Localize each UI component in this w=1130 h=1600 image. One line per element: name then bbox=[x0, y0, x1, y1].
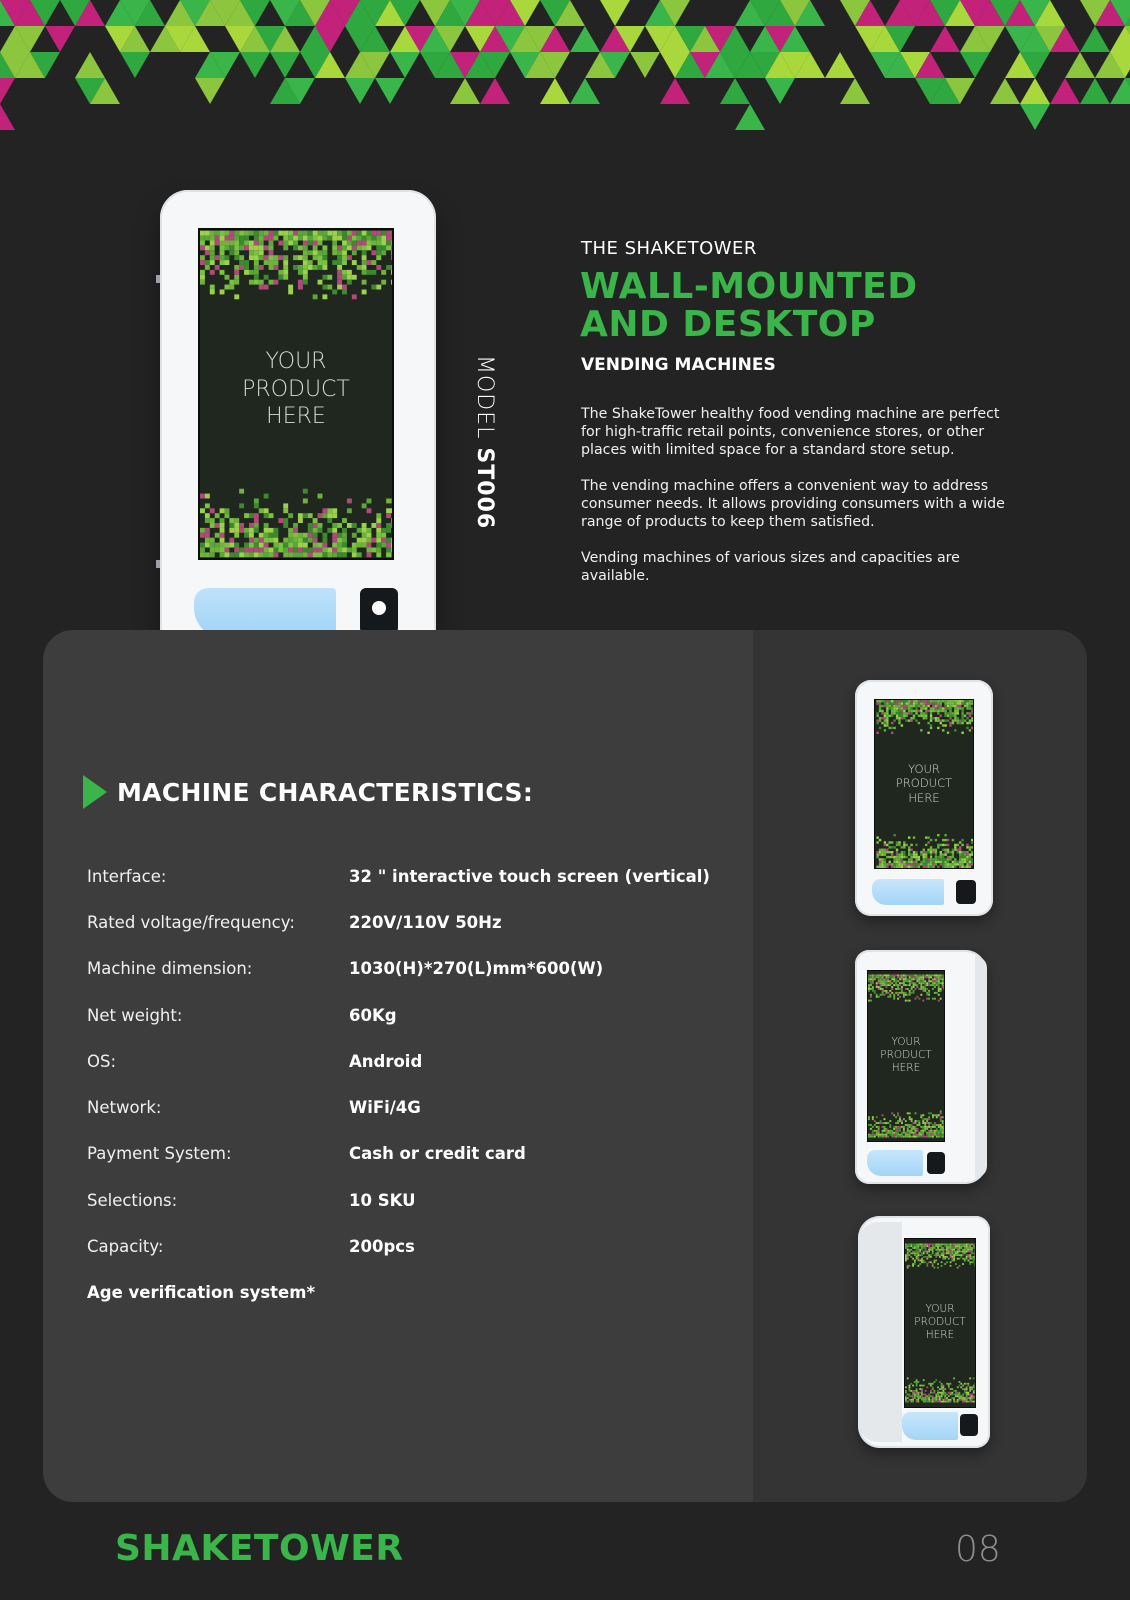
spec-value: 200pcs bbox=[349, 1237, 415, 1257]
triangle-pattern-banner bbox=[0, 0, 1130, 200]
screen-placeholder-text: YOUR PRODUCT HERE bbox=[914, 1303, 966, 1342]
intro-paragraph: Vending machines of various sizes and capacities are available. bbox=[581, 550, 960, 584]
spec-row bbox=[87, 1131, 710, 1177]
spec-label: Payment System: bbox=[87, 1144, 232, 1164]
spec-label: Net weight: bbox=[87, 1005, 183, 1025]
subheadline: VENDING MACHINES bbox=[581, 355, 776, 375]
spec-table bbox=[87, 853, 710, 1316]
play-triangle-icon bbox=[83, 775, 107, 809]
spec-value: Android bbox=[349, 1051, 423, 1071]
spec-label: Interface: bbox=[87, 866, 167, 886]
section-title: MACHINE CHARACTERISTICS: bbox=[83, 775, 533, 809]
spec-row bbox=[87, 853, 710, 899]
spec-label: Network: bbox=[87, 1098, 162, 1118]
screen-grass-bottom bbox=[868, 1107, 944, 1141]
age-verification-note: Age verification system* bbox=[87, 1283, 316, 1303]
screen-grass-bottom bbox=[875, 834, 973, 868]
spec-row bbox=[87, 992, 710, 1038]
spec-value: 220V/110V 50Hz bbox=[349, 912, 502, 932]
screen-grass-top bbox=[875, 700, 973, 734]
spec-row bbox=[87, 1223, 710, 1269]
spec-value: 32 " interactive touch screen (vertical) bbox=[349, 866, 710, 886]
spec-label: OS: bbox=[87, 1051, 117, 1071]
footer-brand: SHAKETOWER bbox=[115, 1528, 404, 1569]
thumbnail-front-view bbox=[855, 680, 993, 916]
spec-row bbox=[87, 1038, 710, 1084]
screen-grass-bottom bbox=[905, 1373, 975, 1407]
spec-value: 60Kg bbox=[349, 1005, 397, 1025]
spec-row bbox=[87, 946, 710, 992]
spec-row bbox=[87, 1084, 710, 1130]
spec-row bbox=[87, 1270, 710, 1316]
intro-paragraph: The ShakeTower healthy food vending machine are perfect for high-traffic retail points, convenience stores, or other places with limited space for a standard store setup. bbox=[581, 406, 1000, 458]
characteristics-panel bbox=[43, 630, 1087, 1502]
spec-value: 10 SKU bbox=[349, 1190, 416, 1210]
spec-label: Capacity: bbox=[87, 1237, 164, 1257]
intro-paragraph: The vending machine offers a convenient way to address consumer needs. It allows providing consumers with a wide range of products to keep them satisfied. bbox=[581, 478, 1005, 530]
payment-terminal bbox=[360, 588, 398, 634]
eyebrow-text: THE SHAKETOWER bbox=[581, 238, 757, 259]
headline: WALL-MOUNTED AND DESKTOP bbox=[580, 266, 918, 345]
screen-grass-bottom bbox=[200, 488, 392, 558]
screen-placeholder-text: YOUR PRODUCT HERE bbox=[895, 762, 953, 805]
screen-grass-top bbox=[200, 230, 392, 300]
side-bolt bbox=[156, 275, 160, 283]
page-number: 08 bbox=[955, 1529, 1001, 1570]
screen-grass-top bbox=[868, 971, 944, 1005]
spec-row bbox=[87, 899, 710, 945]
hero-vending-machine-image bbox=[160, 190, 436, 660]
spec-value: 1030(H)*270(L)mm*600(W) bbox=[349, 959, 604, 979]
spec-label: Selections: bbox=[87, 1190, 178, 1210]
screen-grass-top bbox=[905, 1239, 975, 1273]
spec-value: Cash or credit card bbox=[349, 1144, 526, 1164]
thumbnail-angled-view bbox=[855, 950, 987, 1184]
spec-label: Rated voltage/frequency: bbox=[87, 912, 295, 932]
spec-label: Machine dimension: bbox=[87, 959, 253, 979]
hero-machine-screen bbox=[198, 228, 394, 560]
spec-value: WiFi/4G bbox=[349, 1098, 421, 1118]
screen-placeholder-text: YOUR PRODUCT HERE bbox=[242, 349, 350, 429]
model-label: MODEL ST006 bbox=[472, 355, 497, 530]
side-bolt bbox=[156, 560, 160, 568]
thumbnail-side-view bbox=[858, 1216, 990, 1448]
screen-placeholder-text: YOUR PRODUCT HERE bbox=[880, 1036, 932, 1075]
spec-row bbox=[87, 1177, 710, 1223]
